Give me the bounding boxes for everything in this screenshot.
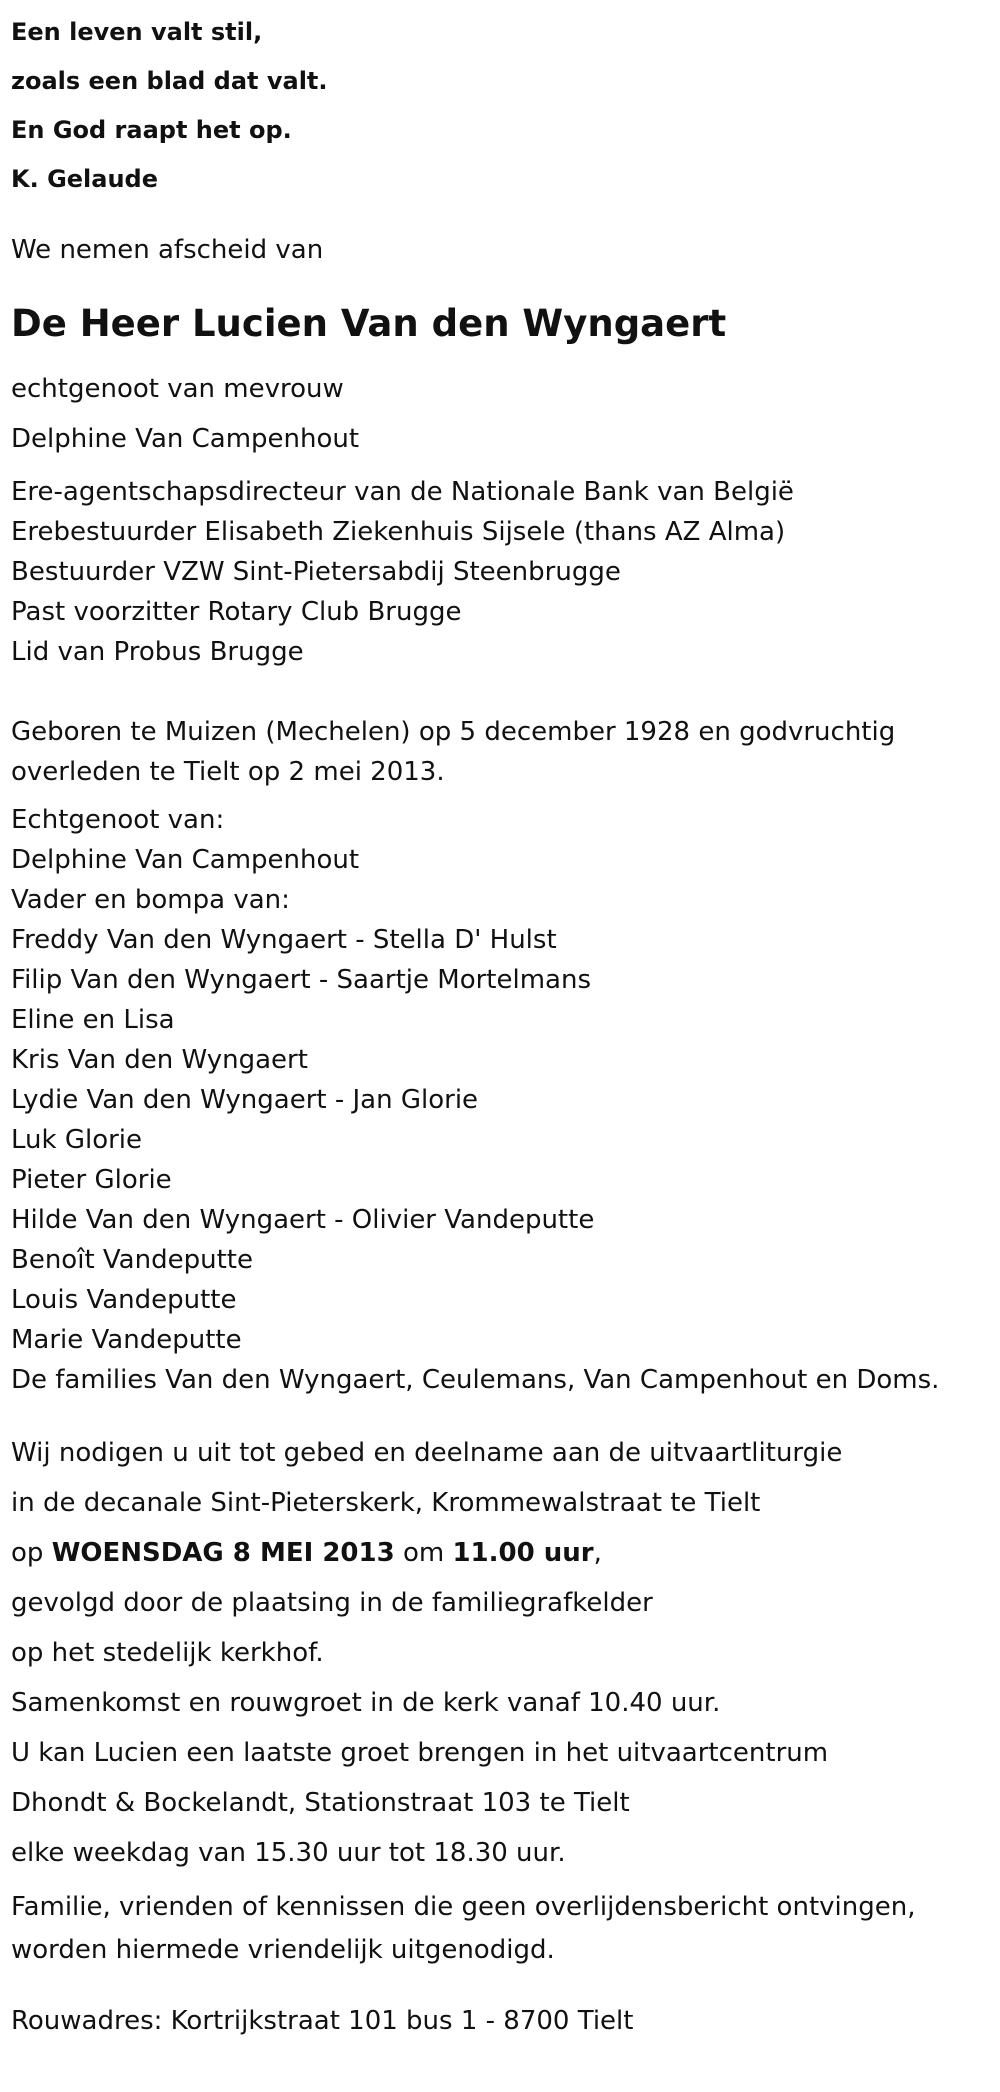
mourning-address: Rouwadres: Kortrijkstraat 101 bus 1 - 8700 Tielt (11, 2006, 634, 2036)
family-item: De families Van den Wyngaert, Ceulemans, Van Campenhout en Doms. (11, 1365, 940, 1395)
family-item: Delphine Van Campenhout (11, 845, 360, 875)
family-item: Pieter Glorie (11, 1165, 172, 1195)
closing-line: worden hiermede vriendelijk uitgenodigd. (11, 1935, 555, 1965)
invitation-line: U kan Lucien een laatste groet brengen in het uitvaartcentrum (11, 1738, 829, 1768)
family-item: Louis Vandeputte (11, 1285, 237, 1315)
family-list (11, 800, 1000, 1400)
title-item: Past voorzitter Rotary Club Brugge (11, 597, 462, 627)
family-item: Eline en Lisa (11, 1005, 175, 1035)
family-item: Benoît Vandeputte (11, 1245, 253, 1275)
intro-text: We nemen afscheid van (11, 235, 324, 265)
invitation-line: Dhondt & Bockelandt, Stationstraat 103 te Tielt (11, 1788, 630, 1818)
birth-death-text (11, 712, 1000, 792)
invitation-line: elke weekdag van 15.30 uur tot 18.30 uur. (11, 1838, 566, 1868)
birth-death-line: Geboren te Muizen (Mechelen) op 5 december 1928 en godvruchtig (11, 717, 896, 747)
invitation-line: Wij nodigen u uit tot gebed en deelname aan de uitvaartliturgie (11, 1438, 843, 1468)
family-item: Luk Glorie (11, 1125, 143, 1155)
ceremony-time: 11.00 uur (452, 1538, 594, 1568)
spouse-intro: echtgenoot van mevrouw (11, 374, 344, 404)
family-item: Echtgenoot van: (11, 805, 225, 835)
family-item: Vader en bompa van: (11, 885, 290, 915)
op-text: op (11, 1538, 52, 1568)
invitation-line: in de decanale Sint-Pieterskerk, Krommewalstraat te Tielt (11, 1488, 761, 1518)
spouse-name: Delphine Van Campenhout (11, 424, 360, 454)
family-item: Filip Van den Wyngaert - Saartje Mortelmans (11, 965, 591, 995)
closing-text (11, 1886, 1000, 1972)
title-item: Lid van Probus Brugge (11, 637, 304, 667)
title-item: Ere-agentschapsdirecteur van de Nationale Bank van België (11, 477, 794, 507)
invitation-line: Samenkomst en rouwgroet in de kerk vanaf 10.40 uur. (11, 1688, 721, 1718)
title-item: Erebestuurder Elisabeth Ziekenhuis Sijsele (thans AZ Alma) (11, 517, 786, 547)
invitation-line: gevolgd door de plaatsing in de familiegrafkelder (11, 1588, 653, 1618)
ceremony-datetime (11, 1528, 1000, 1578)
family-item: Lydie Van den Wyngaert - Jan Glorie (11, 1085, 479, 1115)
deceased-name: De Heer Lucien Van den Wyngaert (11, 302, 727, 345)
poem-line: En God raapt het op. (11, 116, 292, 144)
invitation-block (11, 1428, 1000, 1878)
family-item: Hilde Van den Wyngaert - Olivier Vandeputte (11, 1205, 595, 1235)
poem-author: K. Gelaude (11, 165, 159, 193)
poem-line: Een leven valt stil, (11, 18, 263, 46)
titles-list (11, 472, 1000, 672)
family-item: Freddy Van den Wyngaert - Stella D' Hulst (11, 925, 557, 955)
comma-text: , (593, 1538, 602, 1568)
poem-line: zoals een blad dat valt. (11, 67, 328, 95)
birth-death-line: overleden te Tielt op 2 mei 2013. (11, 757, 445, 787)
ceremony-date: WOENSDAG 8 MEI 2013 (51, 1538, 395, 1568)
title-item: Bestuurder VZW Sint-Pietersabdij Steenbrugge (11, 557, 621, 587)
invitation-line: op het stedelijk kerkhof. (11, 1638, 324, 1668)
poem (11, 8, 1000, 204)
family-item: Marie Vandeputte (11, 1325, 242, 1355)
closing-line: Familie, vrienden of kennissen die geen overlijdensbericht ontvingen, (11, 1892, 916, 1922)
family-item: Kris Van den Wyngaert (11, 1045, 308, 1075)
om-text: om (394, 1538, 453, 1568)
